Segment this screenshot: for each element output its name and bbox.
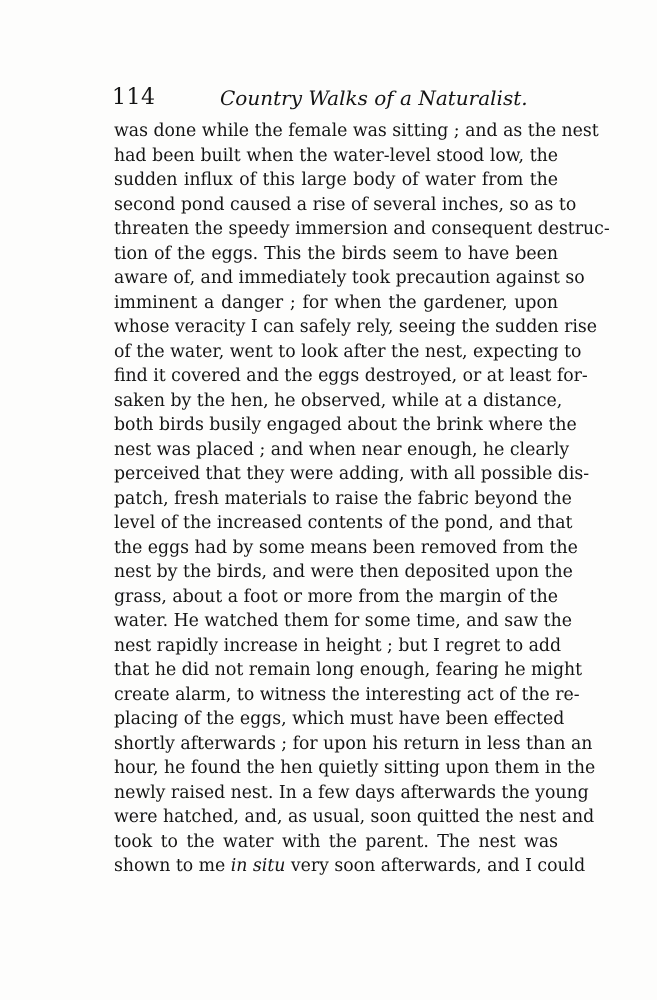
- text-line: perceived that they were adding, with all possible dis-: [114, 464, 590, 484]
- text-line: nest rapidly increase in height ; but I regret to add: [114, 635, 562, 656]
- text-line: sudden influx of this large body of water from the: [114, 170, 558, 190]
- text-line-last: [114, 854, 586, 879]
- text-line: level of the increased contents of the pond, and that: [114, 513, 573, 533]
- text-line: second pond caused a rise of several inches, so as to: [114, 194, 577, 215]
- text-line: nest was placed ; and when near enough, he clearly: [114, 439, 570, 460]
- text-line: threaten the speedy immersion and consequent destruc-: [114, 219, 610, 239]
- text-line: was done while the female was sitting ; and as the nest: [114, 121, 599, 141]
- text-line: took to the water with the parent. The nest was: [114, 831, 558, 852]
- text-line: of the water, went to look after the nest, expecting to: [114, 341, 582, 362]
- text-line: placing of the eggs, which must have been effected: [114, 709, 565, 729]
- running-head: [112, 80, 560, 116]
- text-line: nest by the birds, and were then deposited upon the: [114, 562, 573, 582]
- text-segment: shown to me: [114, 856, 231, 876]
- text-line: had been built when the water-level stood low, the: [114, 145, 558, 166]
- text-line: newly raised nest. In a few days afterwards the young: [114, 782, 589, 803]
- text-line: aware of, and immediately took precaution against so: [114, 268, 585, 288]
- text-line: hour, he found the hen quietly sitting upon them in the: [114, 758, 596, 778]
- running-title: Country Walks of a Naturalist.: [220, 86, 528, 110]
- text-line: imminent a danger ; for when the gardener, upon: [114, 292, 558, 313]
- text-line: were hatched, and, as usual, soon quitted the nest and: [114, 807, 595, 827]
- text-line: that he did not remain long enough, fearing he might: [114, 660, 583, 680]
- text-line: grass, about a foot or more from the margin of the: [114, 586, 558, 607]
- body-text: [114, 119, 610, 879]
- italic-phrase: in situ: [230, 856, 286, 876]
- text-line: tion of the eggs. This the birds seem to have been: [114, 243, 558, 264]
- text-line: find it covered and the eggs destroyed, or at least for-: [114, 366, 588, 386]
- text-segment: very soon afterwards, and I could: [285, 856, 586, 876]
- text-line: shortly afterwards ; for upon his return in less than an: [114, 733, 593, 754]
- text-line: whose veracity I can safely rely, seeing the sudden rise: [114, 317, 598, 337]
- text-line: patch, fresh materials to raise the fabric beyond the: [114, 488, 572, 509]
- text-line: water. He watched them for some time, and saw the: [114, 611, 572, 631]
- text-line: create alarm, to witness the interesting act of the re-: [114, 684, 580, 705]
- text-line: the eggs had by some means been removed from the: [114, 537, 578, 558]
- page-number: 114: [112, 85, 156, 110]
- text-line: both birds busily engaged about the brink where the: [114, 415, 577, 435]
- text-line: saken by the hen, he observed, while at a distance,: [114, 390, 563, 411]
